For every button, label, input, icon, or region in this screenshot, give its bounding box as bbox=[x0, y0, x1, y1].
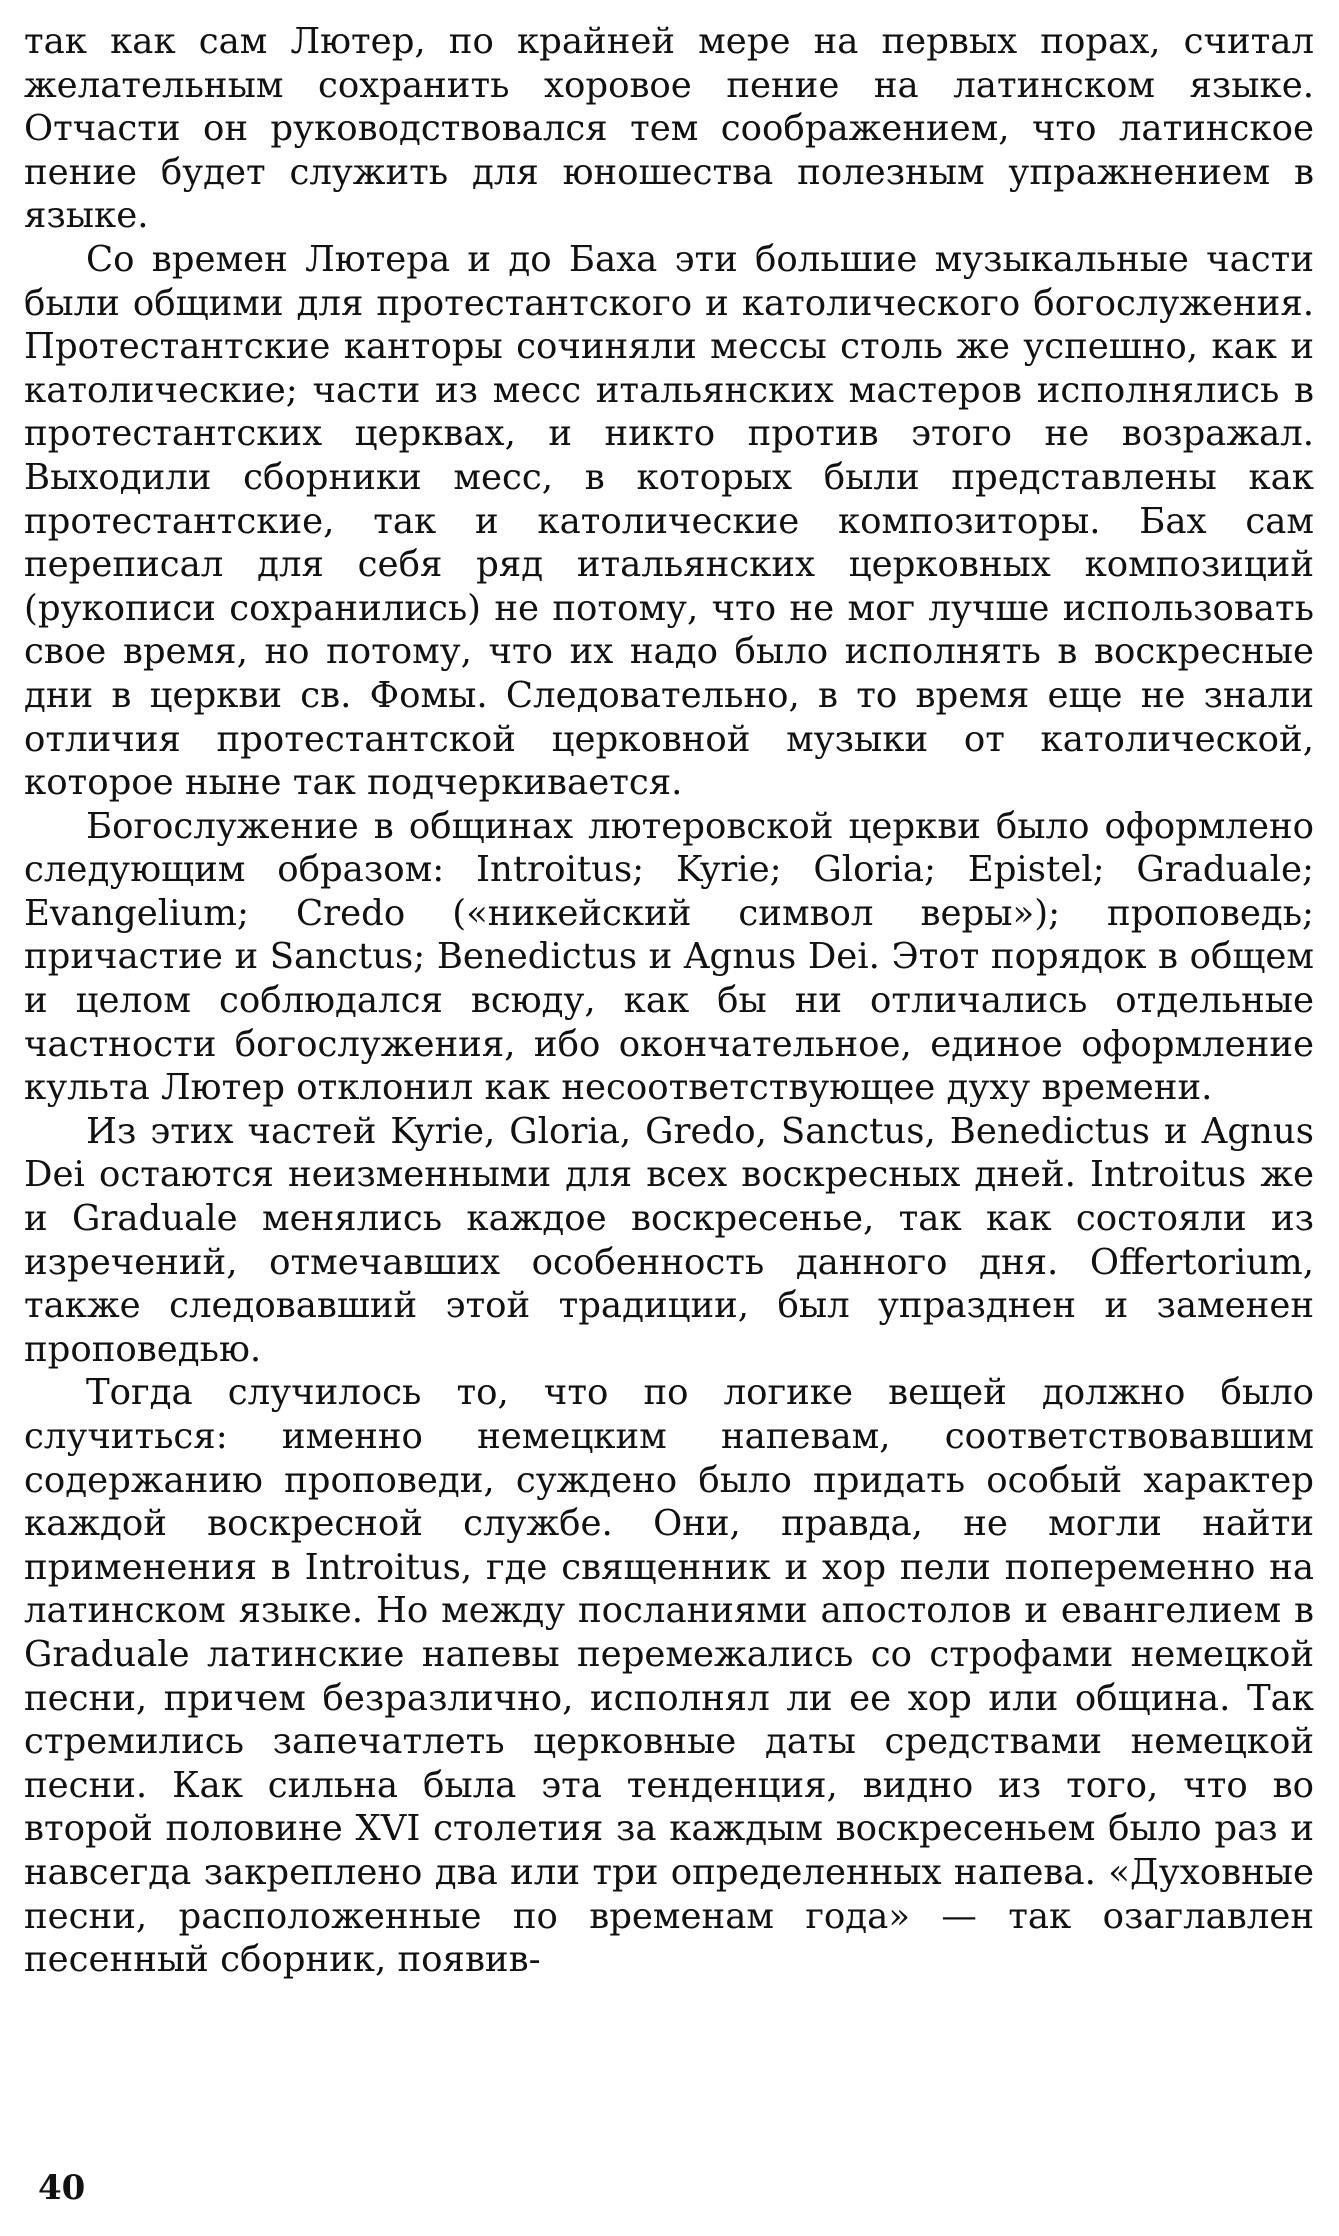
paragraph-4: Из этих частей Kyrie, Gloria, Gredo, Sanctus, Benedictus и Agnus Dei остаются неизменными для всех воскресных дней. Introitus же и Graduale менялись каждое воскресенье, так как состояли из изречений, отмечавших особенность данного дня. Offertorium, также следовавший этой традиции, был упразднен и заменен проповедью. bbox=[24, 1110, 1314, 1370]
page-number: 40 bbox=[38, 2168, 86, 2208]
paragraph-1: так как сам Лютер, по крайней мере на первых порах, считал желательным сохранить хоровое пение на латинском языке. Отчасти он руководствовался тем соображением, что латинское пение будет служить для юношества полезным упражнением в языке. bbox=[24, 21, 1314, 237]
paragraph-5: Тогда случилось то, что по логике вещей должно было случиться: именно немецким напевам, соответствовавшим содержанию проповеди, суждено было придать особый характер каждой воскресной службе. Они, правда, не могли найти применения в Introitus, где священник и хор пели попеременно на латинском языке. Но между посланиями апостолов и евангелием в Graduale латинские напевы перемежались со строфами немецкой песни, причем безразлично, исполнял ли ее хор или община. Так стремились запечатлеть церковные даты средствами немецкой песни. Как сильна была эта тенденция, видно из того, что во второй половине XVI столетия за каждым воскресеньем было раз и навсегда закреплено два или три определенных напева. «Духовные песни, расположенные по временам года» — так озаглавлен песенный сборник, появив- bbox=[24, 1372, 1314, 1981]
document-page bbox=[24, 20, 1314, 1982]
paragraph-2: Со времен Лютера и до Баха эти большие музыкальные части были общими для протестантского и католического богослужения. Протестантские канторы сочиняли мессы столь же успешно, как и католические; части из месс итальянских мастеров исполнялись в протестантских церквах, и никто против этого не возражал. Выходили сборники месс, в которых были представлены как протестантские, так и католические композиторы. Бах сам переписал для себя ряд итальянских церковных композиций (рукописи сохранились) не потому, что не мог лучше использовать свое время, но потому, что их надо было исполнять в воскресные дни в церкви св. Фомы. Следовательно, в то время еще не знали отличия протестантской церковной музыки от католической, которое ныне так подчеркивается. bbox=[24, 238, 1314, 804]
paragraph-3: Богослужение в общинах лютеровской церкви было оформлено следующим образом: Introitus; Kyrie; Gloria; Epistel; Graduale; Evangelium; Credo («никейский символ веры»); проповедь; причастие и Sanctus; Benedictus и Agnus Dei. Этот порядок в общем и целом соблюдался всюду, как бы ни отличались отдельные частности богослужения, ибо окончательное, единое оформление культа Лютер отклонил как несоответствующее духу времени. bbox=[24, 805, 1314, 1109]
